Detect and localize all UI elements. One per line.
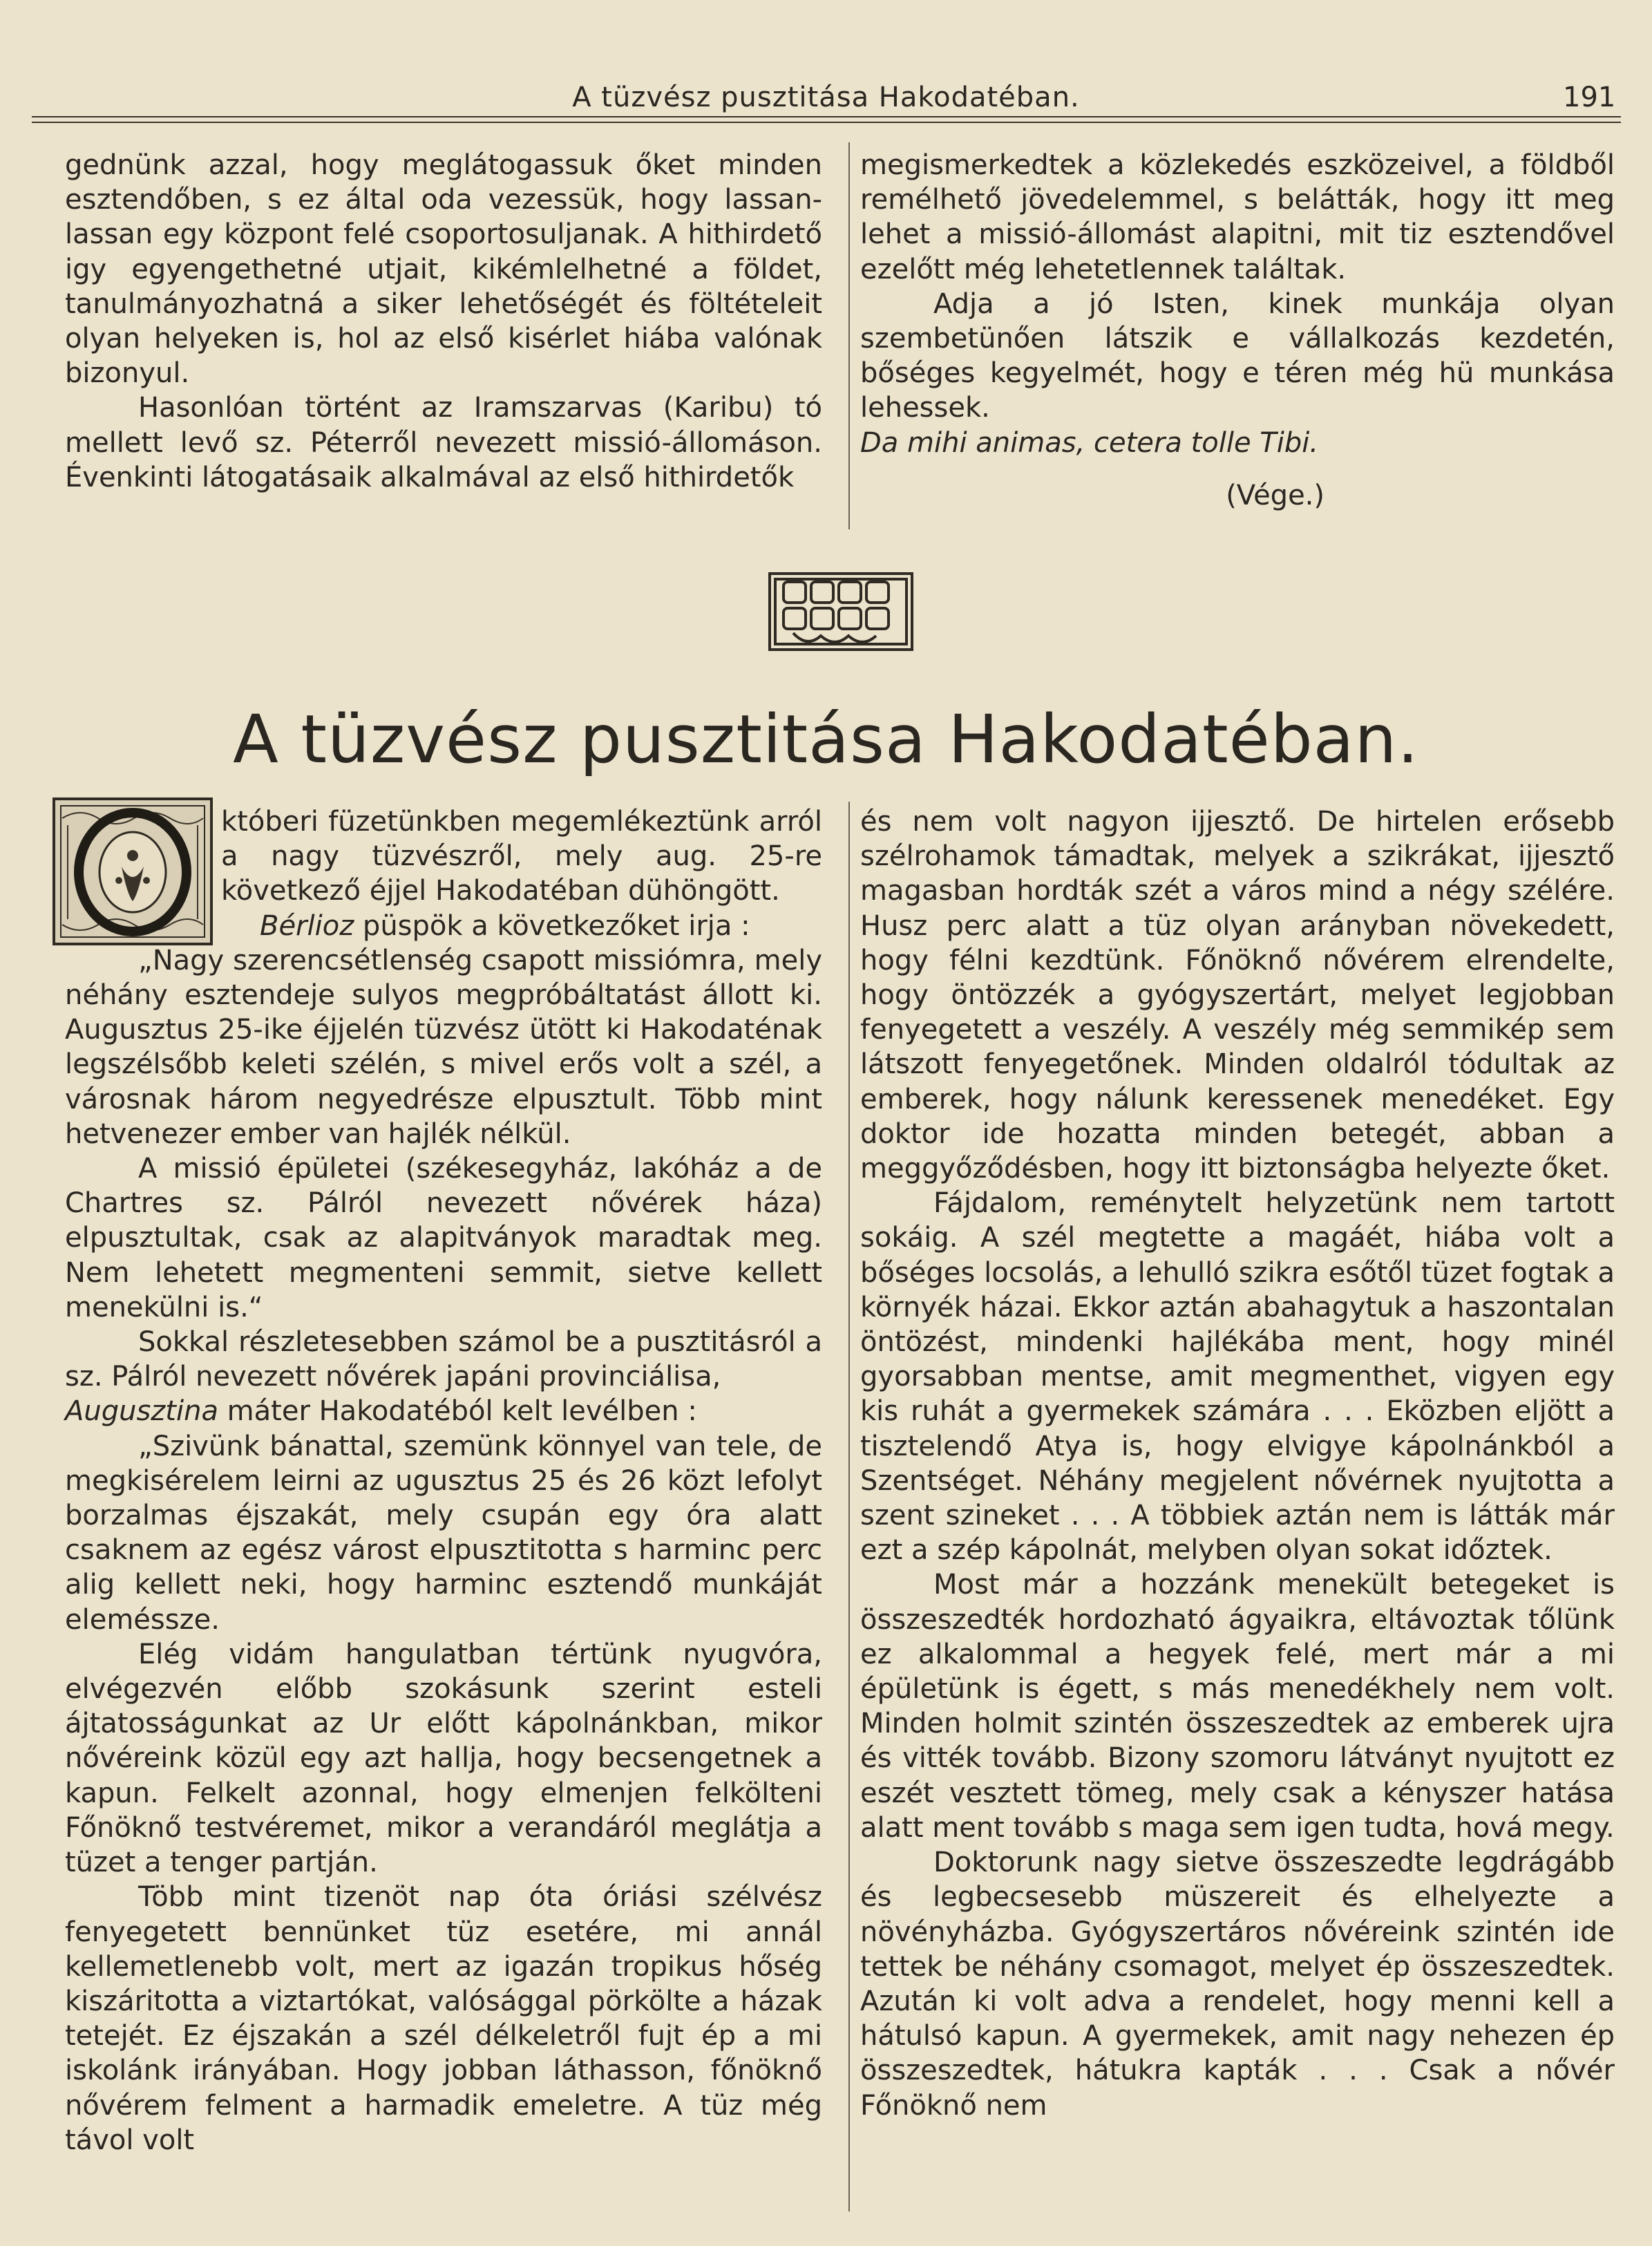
article-right-column — [860, 804, 1615, 2123]
header-rule — [32, 116, 1621, 117]
paragraph: Fájdalom, reménytelt helyzetünk nem tartott sokáig. A szél megtette a magáét, hiába volt a bőséges locsolás, a lehulló szikra esőtől tüzet fogtak a környék házai. Ekkor aztán abahagytuk a haszontalan öntözést, mindenki hajlékába ment, hogy minél gyorsabban mentse, amit megmenthet, vigyen egy kis ruhát a gyermekek számára . . . Eközben eljött a tisztelendő Atya is, hogy elvigye kápolnánkból a Szentséget. Néhány megjelent nővérnek nyujtotta a szent szineket . . . A többiek aztán nem is látták már ezt a szép kápolnát, melyben olyan sokat időztek. — [860, 1187, 1615, 1567]
paragraph: Hasonlóan történt az Iramszarvas (Karibu) tó mellett levő sz. Péterről nevezett missió-állomáson. Évenkinti látogatásaik alkalmával az első hithirdetők — [65, 392, 822, 493]
paragraph-text: máter Hakodatéból kelt levélben : — [227, 1395, 697, 1428]
latin-quote-text: Da mihi animas, cetera tolle Tibi. — [860, 426, 1319, 459]
paragraph: és nem volt nagyon ijjesztő. De hirtelen erősebb szélrohamok támadtak, melyek a szikrákat, ijjesztő magasban hordták szét a város mind a négy szélére. Husz perc alatt a tüz olyan arányban növekedett, hogy félni kezdtünk. Főnöknő nővérem elrendelte, hogy öntözzék a gyógyszertárt, melyet legjobban fenyegetett a veszély. A veszély még semmikép sem látszott fenyegetőnek. Minden oldalról tódultak az emberek, hogy nálunk keressenek menedéket. Egy doktor ide hozatta minden betegét, abban a meggyőződésben, hogy itt biztonságba helyezte őket. — [860, 806, 1615, 1185]
paragraph: „Nagy szerencsétlenség csapott missiómra, mely néhány esztendeje sulyos megpróbáltatást állott ki. Augusztus 25-ike éjjelén tüzvész ütött ki Hakodaténak legszélsőbb keleti szélén, s mivel erős volt a szél, a városnak három negyedrésze elpusztult. Több mint hetvenezer ember van hajlék nélkül. — [65, 944, 822, 1150]
paragraph-text: püspök a következőket irja : — [362, 909, 750, 942]
paragraph: Most már a hozzánk menekült betegeket is összeszedték hordozható ágyaikra, eltávoztak tőlünk ez alkalommal a hegyek felé, mert már a mi épületünk is égett, s más menedékhely nem volt. Minden holmit szintén összeszedtek az emberek ujra és vitték tovább. Bizony szomoru látványt nyujtott ez eszét vesztett tömeg, mely csak a kényszer hatása alatt ment tovább s maga sem igen tudta, hová megy. — [860, 1569, 1615, 1844]
paragraph — [65, 1394, 822, 1428]
latin-quote — [860, 426, 1615, 460]
header-rule-double — [32, 122, 1621, 123]
previous-article-left-column — [65, 148, 822, 495]
paragraph: „Szivünk bánattal, szemünk könnyel van tele, de megkisérelem leirni az ugusztus 25 és 26 közt lefolyt borzalmas éjszakát, mely csupán egy óra alatt csaknem az egész várost elpusztitotta s harminc perc alig kellett neki, hogy harminc esztendő munkáját elemésszе. — [65, 1430, 822, 1636]
article-title: A tüzvész pusztitása Hakodatéban. — [233, 701, 1419, 778]
paragraph: Elég vidám hangulatban tértünk nyugvóra, elvégezvén előbb szokásunk szerint esteli ájtatosságunkat az Ur előtt kápolnánkban, mikor nővéreink közül egy azt hallja, hogy becsengetnek a kapun. Felkelt azonnal, hogy elmenjen felkölteni Főnöknő testvéremet, mikor a verandáról meglátja a tüzet a tenger partján. — [65, 1638, 822, 1879]
running-title: A tüzvész pusztitása Hakodatéban. — [572, 82, 1080, 113]
dropcap-paragraph: któberi füzetünkben megemlékeztünk arról a nagy tüzvészről, mely aug. 25-re következő éjjel Hakodatéban dühöngött. — [221, 806, 822, 907]
column-divider — [848, 142, 850, 529]
paragraph: Több mint tizenöt nap óta óriási szélvész fenyegetett bennünket tüz esetére, mi annál kellemetlenebb volt, mert az igazán tropikus hőség kiszáritotta a viztartókat, valósággal pörkölte a házak tetejét. Ez éjszakán a szél délkeletről fujt ép a mi iskolánk irányában. Hogy jobban láthasson, főnöknő nővérem felment a harmadik emeletre. A tüz még távol volt — [65, 1881, 822, 2156]
paragraph: megismerkedtek a közlekedés eszközeivel, a földből remélhető jövedelemmel, s belátták, hogy itt meg lehet a missió-állomást alapitni, mit tiz esztendővel ezelőtt még lehetetlennek találtak. — [860, 149, 1615, 285]
paragraph: gednünk azzal, hogy meglátogassuk őket minden esztendőben, s ez által oda vezessük, hogy lassan-lassan egy központ felé csoportosuljanak. A hithirdető igy egyengethetné utjait, kikémlelhetné a földet, tanulmányozhatná a siker lehetőségét és föltételeit olyan helyeken is, hol az első kisérlet hiába valónak bizonyul. — [65, 149, 822, 390]
article-left-column — [65, 804, 822, 2158]
author-name: Bérlioz — [260, 909, 354, 942]
paragraph: Doktorunk nagy sietve összeszedte legdrágább és legbecsesebb müszereit és elhelyezte a növényházba. Gyógyszertáros nővéreink szintén ide tettek be néhány csomagot, melyet ép összeszedtek. Azután ki volt adva a rendelet, hogy menni kell a hátulsó kapun. A gyermekek, amit nagy nehezen ép összeszedtek, hátukra kapták . . . Csak a nővér Főnöknő nem — [860, 1847, 1615, 2122]
ornamental-divider-icon — [766, 567, 918, 657]
paragraph: Sokkal részletesebben számol be a pusztitásról a sz. Pálról nevezett nővérek japáni provinciálisa, — [65, 1326, 822, 1393]
paragraph — [221, 909, 822, 943]
end-mark: (Vége.) — [1226, 479, 1325, 511]
person-name: Augusztina — [65, 1395, 218, 1428]
column-divider — [848, 802, 850, 2211]
previous-article-right-column — [860, 148, 1615, 513]
paragraph: Adja a jó Isten, kinek munkája olyan szembetünően látszik e vállalkozás kezdetén, bőséges kegyelmét, hogy e téren még hü munkása lehessek. — [860, 287, 1615, 424]
paragraph: A missió épületei (székesegyház, lakóház a de Chartres sz. Pálról nevezett nővérek háza) elpusztultak, csak az alapitványok maradtak meg. Nem lehetett megmenteni semmit, sietve kellett menekülni is.“ — [65, 1153, 822, 1323]
page-number: 191 — [1563, 82, 1616, 113]
